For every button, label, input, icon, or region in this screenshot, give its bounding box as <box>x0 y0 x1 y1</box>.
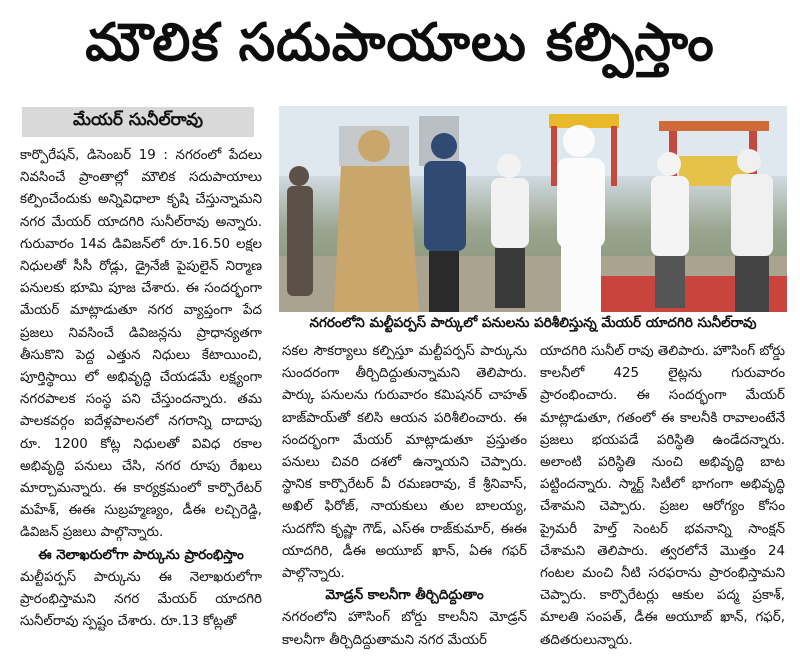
column-1-paragraph: కార్పొరేషన్, డిసెంబర్ 19 : నగరంలో పేదలు నివసించే ప్రాంతాల్లో మౌలిక సదుపాయాలు కల్పించేందుకు అన్నివిధాలా కృషి చేస్తున్నామని నగర మేయర్ యాదగిరి సునీల్‌రావు అన్నారు. గురువారం 14వ డివిజన్‌లో రూ.16.50 లక్షల నిధులతో సీసీ రోడ్లు, డ్రైనేజీ పైపులైన్ నిర్మాణ పనులకు భూమి పూజ చేశారు. ఈ సందర్భంగా మేయర్ మాట్లాడుతూ నగర వ్యాప్తంగా పేద ప్రజలు నివసించే డివిజన్లను ప్రాధాన్యతగా తీసుకొని పెద్ద ఎత్తున నిధులు కేటాయించి, పూర్తిస్థాయి లో అభివృద్ధి చేయడమే లక్ష్యంగా నగరపాలక సంస్థ పని చేస్తుందన్నారు. తమ పాలకవర్గం ఐదేళ్లపాలనలో నగరాన్ని దాదాపు రూ. 1200 కోట్ల నిధులతో వివిధ రకాల అభివృద్ధి పనులు చేసి, నగర రూపు రేఖలు మార్చామన్నారు. ఈ కార్యక్రమంలో కార్పొరేటర్ మహేశ్, ఈఈ సుబ్రహ్మణ్యం, డీఈ లచ్చిరెడ్డి, డివిజన్ ప్రజలు పాల్గొన్నారు. <box>20 148 262 541</box>
photo-caption: నగరంలోని మల్టీపర్పస్ పార్కులో పనులను పరిశీలిస్తున్న మేయర్ యాదగిరి సునీల్‌రావు <box>309 314 757 331</box>
column-1 <box>20 145 262 633</box>
byline: మేయర్ సునీల్‌రావు <box>22 107 254 137</box>
column-3 <box>540 341 785 652</box>
column-2-subheading: మోడ్రన్ కాలనీగా తీర్చిదిద్దుతాం <box>325 588 484 604</box>
column-2-paragraph-2: నగరంలోని హౌసింగ్ బోర్డు కాలనీని మోడ్రన్ కాలనీగా తీర్చిదిద్దుతామని నగర మేయర్ <box>282 610 527 648</box>
column-1-paragraph-2: మల్టీపర్పస్ పార్కును ఈ నెలాఖరులోగా ప్రారంభిస్తామని నగర మేయర్ యాదగిరి సునీల్‌రావు స్పష్టం చేశారు. రూ.13 కోట్లతో <box>20 569 262 630</box>
column-2-paragraph: సకల సౌకర్యాలు కల్పిస్తూ మల్టీపర్పస్ పార్కును సుందరంగా తీర్చిదిద్దుతున్నామని తెలిపారు. పార్కు పనులను గురువారం కమిషనర్ చాహత్ బాజ్‌పాయ్‌తో కలిసి ఆయన పరిశీలించారు. ఈ సందర్భంగా మేయర్ మాట్లాడుతూ ప్రస్తుతం పనులు చివరి దశలో ఉన్నాయని చెప్పారు. స్థానిక కార్పొరేటర్ వీ రమణరావు, కే శ్రీనివాస్, అఖిల్ ఫిరోజ్, నాయకులు తుల బాలయ్య, సుదగోని కృష్ణా గౌడ్, ఎస్ఈ రాజ్‌కుమార్, ఈఈ యాదగిరి, డీఈ అయూబ్ ఖాన్, ఏఈ గఫర్ పాల్గొన్నారు. <box>282 344 527 582</box>
headline: మౌలిక సదుపాయాలు కల్పిస్తాం <box>85 12 715 73</box>
news-photo <box>279 106 787 312</box>
column-1-subheading: ఈ నెలాఖరులోగా పార్కును ప్రారంభిస్తాం <box>38 547 244 563</box>
column-3-paragraph: యాదగిరి సునీల్ రావు తెలిపారు. హౌసింగ్ బోర్డు కాలనీలో 425 లైట్లను గురువారం ప్రారంభించారు. ఈ సందర్భంగా మేయర్ మాట్లాడుతూ, గతంలో ఈ కాలనీకి రావాలంటేనే ప్రజలు భయపడే పరిస్థితి ఉండేదన్నారు. అలాంటి పరిస్థితి నుంచి అభివృద్ధి బాట పట్టిందన్నారు. స్మార్ట్ సిటీలో భాగంగా అభివృద్ధి చేశామని చెప్పారు. ప్రజల ఆరోగ్యం కోసం ప్రైమరీ హెల్త్ సెంటర్ భవనాన్ని సాంక్షన్ చేశామని తెలిపారు. త్వరలోనే మొత్తం 24 గంటల మంచి నీటి సరఫరాను ప్రారంభిస్తామని చెప్పారు. కార్పొరేటర్లు ఆకుల పద్మ ప్రకాశ్, మాలతి సంపత్, డీఈ అయూబ్ ఖాన్, గఫర్, తదితరులున్నారు. <box>540 344 785 648</box>
column-2 <box>282 341 527 652</box>
